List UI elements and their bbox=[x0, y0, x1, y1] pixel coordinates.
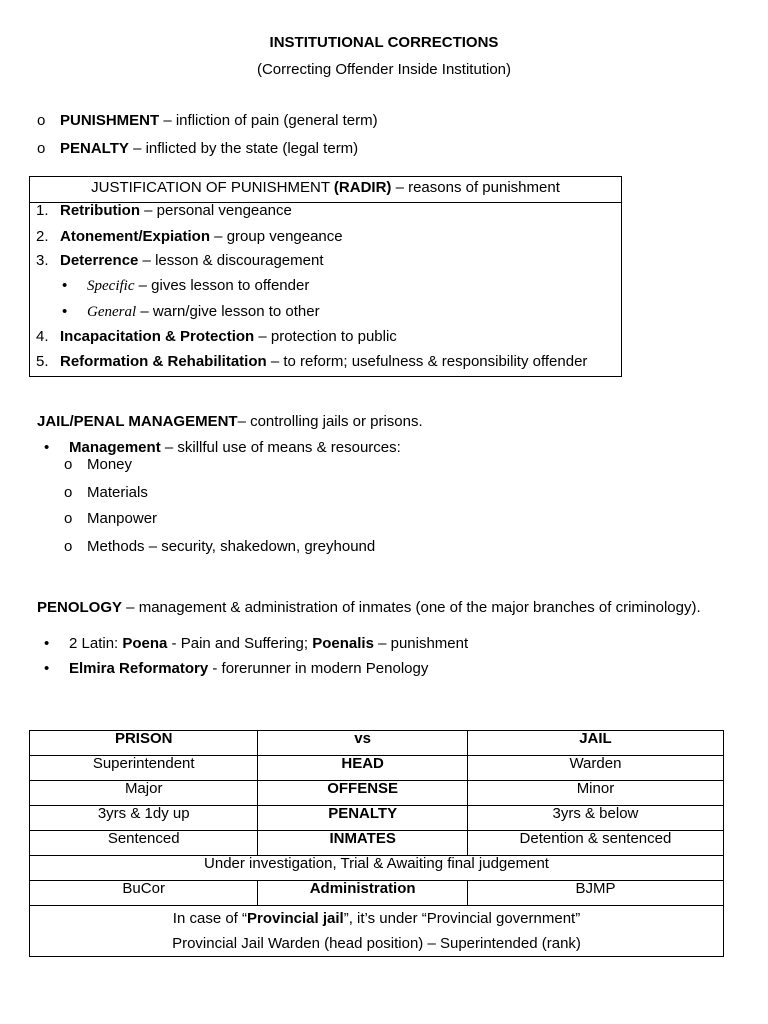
justification-item-5 bbox=[36, 353, 587, 370]
bullet-text: – punishment bbox=[373, 635, 469, 652]
item-desc: – personal vengeance bbox=[140, 202, 292, 219]
resource-text: Money bbox=[87, 456, 133, 473]
table-header-row bbox=[30, 731, 724, 756]
table-cell: PRISON bbox=[30, 731, 258, 756]
list-marker: o bbox=[37, 140, 46, 157]
bullet-text: - Pain and Suffering; bbox=[167, 635, 313, 652]
resource-text: Methods – security, shakedown, greyhound bbox=[87, 538, 376, 555]
list-marker: o bbox=[64, 484, 73, 501]
note-line-1 bbox=[30, 906, 723, 931]
item-number: 4. bbox=[36, 328, 49, 345]
table-cell: Administration bbox=[258, 881, 468, 906]
table-cell-merged: Under investigation, Trial & Awaiting final judgement bbox=[30, 856, 724, 881]
bullet-text: 2 Latin: bbox=[69, 635, 123, 652]
note-text: ”, it’s under “Provincial government” bbox=[343, 910, 581, 927]
justification-item-4 bbox=[36, 328, 397, 345]
page-title: INSTITUTIONAL CORRECTIONS bbox=[269, 34, 499, 51]
item-number: 3. bbox=[36, 252, 49, 269]
bullet-term: Elmira Reformatory bbox=[69, 660, 209, 677]
management-bullet bbox=[44, 439, 401, 456]
sub-term: Specific bbox=[87, 278, 135, 294]
section-term: JAIL/PENAL MANAGEMENT bbox=[37, 413, 238, 430]
table-cell: BJMP bbox=[467, 881, 723, 906]
note-bold: Provincial jail bbox=[247, 910, 344, 927]
item-number: 2. bbox=[36, 228, 49, 245]
term-label: PENALTY bbox=[60, 140, 129, 157]
resource-money bbox=[64, 456, 132, 473]
deterrence-general bbox=[62, 303, 320, 321]
table-cell: Major bbox=[30, 781, 258, 806]
list-marker: o bbox=[64, 510, 73, 527]
header-prefix: JUSTIFICATION OF PUNISHMENT bbox=[91, 179, 334, 196]
table-cell: HEAD bbox=[258, 756, 468, 781]
term-penalty bbox=[37, 140, 358, 157]
table-row bbox=[30, 906, 724, 957]
term-label: PUNISHMENT bbox=[60, 112, 160, 129]
table-cell: OFFENSE bbox=[258, 781, 468, 806]
note-line-2: Provincial Jail Warden (head position) – Superintended (rank) bbox=[172, 935, 581, 952]
bullet-icon: • bbox=[44, 660, 50, 677]
item-desc: – protection to public bbox=[254, 328, 397, 345]
term-desc: – inflicted by the state (legal term) bbox=[128, 140, 359, 157]
item-term: Atonement/Expiation bbox=[60, 228, 211, 245]
table-row bbox=[30, 806, 724, 831]
resource-manpower bbox=[64, 510, 157, 527]
table-cell: vs bbox=[258, 731, 468, 756]
item-desc: – to reform; usefulness & responsibility offender bbox=[266, 353, 588, 370]
jail-mgmt-heading bbox=[37, 413, 423, 430]
table-cell: Superintendent bbox=[30, 756, 258, 781]
term-desc: – infliction of pain (general term) bbox=[159, 112, 378, 129]
bullet-text: - forerunner in modern Penology bbox=[208, 660, 429, 677]
deterrence-specific bbox=[62, 277, 309, 295]
justification-item-3 bbox=[36, 252, 324, 269]
table-cell: Warden bbox=[467, 756, 723, 781]
resource-text: Manpower bbox=[87, 510, 158, 527]
item-number: 5. bbox=[36, 353, 49, 370]
item-term: Reformation & Rehabilitation bbox=[60, 353, 267, 370]
table-cell-note bbox=[30, 906, 724, 957]
item-desc: – group vengeance bbox=[210, 228, 343, 245]
justification-item-1 bbox=[36, 202, 292, 219]
table-cell: Minor bbox=[467, 781, 723, 806]
table-cell: JAIL bbox=[467, 731, 723, 756]
bullet-term: Poenalis bbox=[312, 635, 374, 652]
table-cell: 3yrs & below bbox=[467, 806, 723, 831]
item-term: Incapacitation & Protection bbox=[60, 328, 255, 345]
term-punishment bbox=[37, 112, 378, 129]
resource-text: Materials bbox=[87, 484, 148, 501]
table-cell: Sentenced bbox=[30, 831, 258, 856]
table-cell: 3yrs & 1dy up bbox=[30, 806, 258, 831]
list-marker: o bbox=[64, 538, 73, 555]
item-term: Retribution bbox=[60, 202, 140, 219]
item-term: Deterrence bbox=[60, 252, 139, 269]
list-marker: o bbox=[64, 456, 73, 473]
table-row bbox=[30, 756, 724, 781]
resource-materials bbox=[64, 484, 148, 501]
resource-methods bbox=[64, 538, 375, 555]
table-cell: Detention & sentenced bbox=[467, 831, 723, 856]
header-bold: (RADIR) bbox=[333, 179, 392, 196]
note-text: In case of “ bbox=[172, 910, 247, 927]
section-desc: – management & administration of inmates (one of the major branches of criminology). bbox=[122, 599, 701, 616]
sub-desc: – gives lesson to offender bbox=[134, 277, 310, 294]
penology-heading bbox=[37, 599, 701, 616]
item-desc: – lesson & discouragement bbox=[138, 252, 324, 269]
penology-bullet-latin bbox=[44, 635, 468, 652]
bullet-icon: • bbox=[62, 303, 68, 320]
justification-item-2 bbox=[36, 228, 343, 245]
table-cell: PENALTY bbox=[258, 806, 468, 831]
table-cell: BuCor bbox=[30, 881, 258, 906]
table-row bbox=[30, 881, 724, 906]
sub-term: General bbox=[87, 304, 137, 320]
bullet-term: Management bbox=[69, 439, 161, 456]
page-subtitle: (Correcting Offender Inside Institution) bbox=[256, 61, 511, 78]
header-suffix: – reasons of punishment bbox=[391, 179, 560, 196]
bullet-icon: • bbox=[44, 439, 50, 456]
bullet-icon: • bbox=[44, 635, 50, 652]
section-term: PENOLOGY bbox=[37, 599, 123, 616]
table-row bbox=[30, 856, 724, 881]
bullet-desc: – skillful use of means & resources: bbox=[160, 439, 401, 456]
sub-desc: – warn/give lesson to other bbox=[136, 303, 320, 320]
table-cell: INMATES bbox=[258, 831, 468, 856]
prison-vs-jail-table bbox=[29, 730, 724, 957]
bullet-term: Poena bbox=[122, 635, 168, 652]
bullet-icon: • bbox=[62, 277, 68, 294]
penology-bullet-elmira bbox=[44, 660, 428, 677]
table-row bbox=[30, 831, 724, 856]
section-desc: – controlling jails or prisons. bbox=[237, 413, 423, 430]
table-row bbox=[30, 781, 724, 806]
justification-header bbox=[30, 177, 621, 203]
item-number: 1. bbox=[36, 202, 49, 219]
list-marker: o bbox=[37, 112, 46, 129]
